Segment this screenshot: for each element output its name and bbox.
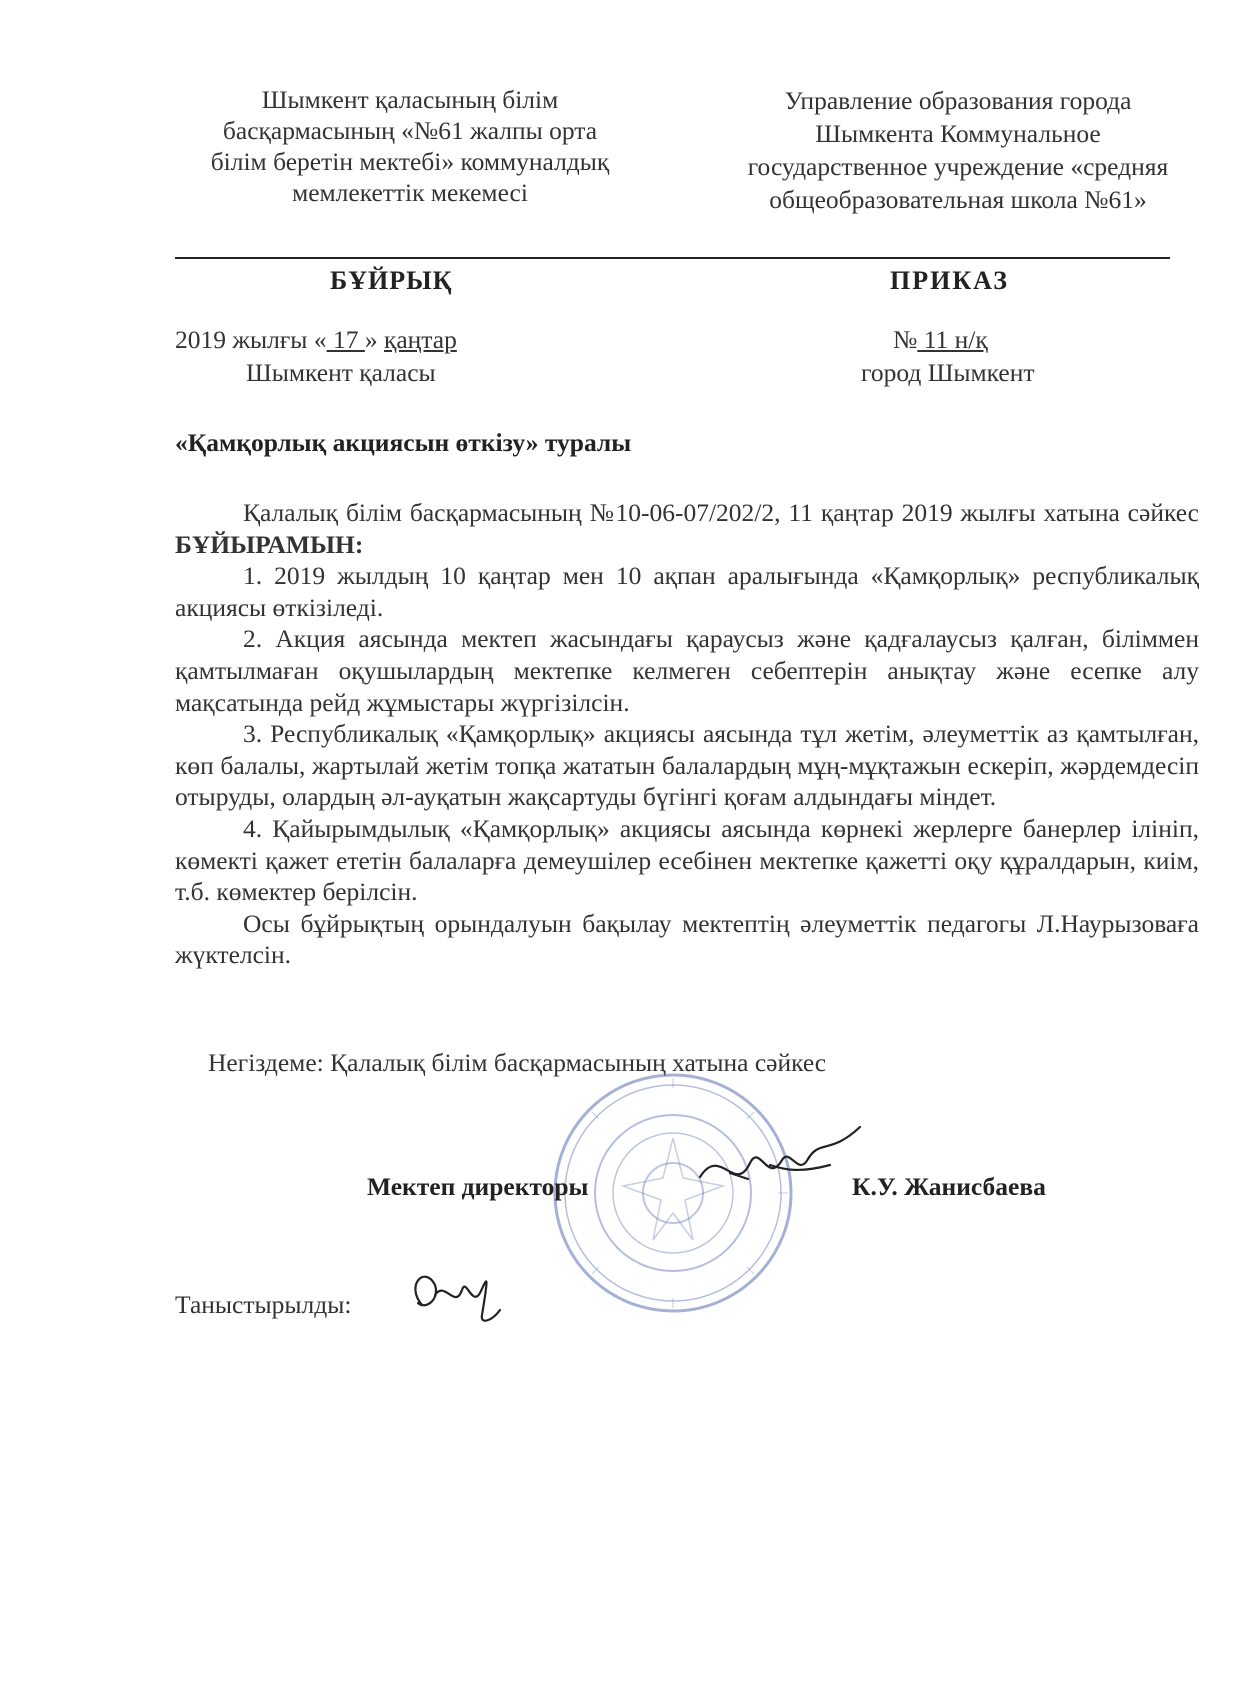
order-body — [175, 497, 1199, 971]
number-value: 11 н/қ — [917, 325, 988, 354]
director-name: К.У. Жанисбаева — [852, 1172, 1046, 1201]
order-date — [175, 325, 457, 355]
header-kazakh — [175, 84, 645, 208]
order-subject: «Қамқорлық акциясын өткізу» туралы — [175, 428, 632, 457]
intro-order-word: БҰЙЫРАМЫН: — [175, 529, 364, 559]
body-item: Осы бұйрықтың орындалуын бақылау мектептің әлеуметтік педагогы Л.Наурызоваға жүктелсін. — [175, 908, 1199, 970]
signature-label: Мектеп директоры — [367, 1172, 589, 1201]
acknowledgement-signature-icon — [400, 1255, 510, 1330]
date-month: қаңтар — [383, 325, 457, 354]
date-day: 17 — [326, 325, 365, 354]
title-kazakh: БҰЙРЫҚ — [330, 266, 453, 295]
acknowledged-label: Таныстырылды: — [175, 1290, 352, 1319]
header-ru-line: Шымкента Коммунальное — [815, 119, 1101, 148]
body-item: 1. 2019 жылдың 10 қаңтар мен 10 ақпан аралығында «Қамқорлық» республикалық акциясы өткізіледі. — [175, 561, 1199, 622]
header-kz-line: білім беретін мектебі» коммуналдық — [210, 147, 610, 176]
header-kz-line: Шымкент қаласының білім — [261, 85, 559, 114]
header-ru-line: государственное учреждение «средняя — [747, 152, 1169, 181]
city-russian: город Шымкент — [861, 358, 1035, 387]
order-basis: Негіздеме: Қалалық білім басқармасының хатына сәйкес — [208, 1048, 827, 1077]
body-item: 4. Қайырымдылық «Қамқорлық» акциясы аясында көрнекі жерлерге банерлер ілініп, көмекті қажет ететін балаларға демеушілер есебінен мектепке қажетті оқу құралдарын, киім, т.б. көмектер берілсін. — [175, 813, 1199, 907]
director-signature-icon — [690, 1115, 870, 1215]
intro-text: Қалалық білім басқармасының №10-06-07/202/2, 11 қаңтар 2019 жылғы хатына сәйкес — [243, 498, 1199, 527]
number-prefix: № — [893, 325, 918, 354]
body-intro — [175, 497, 1199, 560]
header-kz-line: мемлекеттік мекемесі — [292, 178, 528, 207]
header-ru-line: общеобразовательная школа №61» — [769, 185, 1147, 214]
body-item: 2. Акция аясында мектеп жасындағы қараусыз және қадғалаусыз қалған, біліммен қамтылмаған оқушылардың мектепке келмеген себептерін анықтау және есепке алу мақсатында рейд жұмыстары жүргізілсін. — [175, 624, 1199, 717]
order-number — [893, 325, 988, 355]
header-kz-line: басқармасының «№61 жалпы орта — [222, 116, 598, 145]
date-mid: » — [364, 325, 384, 354]
header-divider — [175, 257, 1170, 259]
header-ru-line: Управление образования города — [784, 86, 1132, 115]
date-prefix: 2019 жылғы « — [175, 325, 327, 354]
title-russian: ПРИКАЗ — [890, 266, 1010, 295]
city-kazakh: Шымкент қаласы — [246, 358, 436, 387]
header-russian — [718, 84, 1198, 216]
body-item: 3. Республикалық «Қамқорлық» акциясы аясында тұл жетім, әлеуметтік аз қамтылған, көп балалы, жартылай жетім топқа жататын балалардың мұң-мұқтажын ескеріп, жәрдемдесіп отыруды, олардың әл-ауқатын жақсартуды бүгінгі қоғам алдындағы міндет. — [175, 719, 1199, 812]
